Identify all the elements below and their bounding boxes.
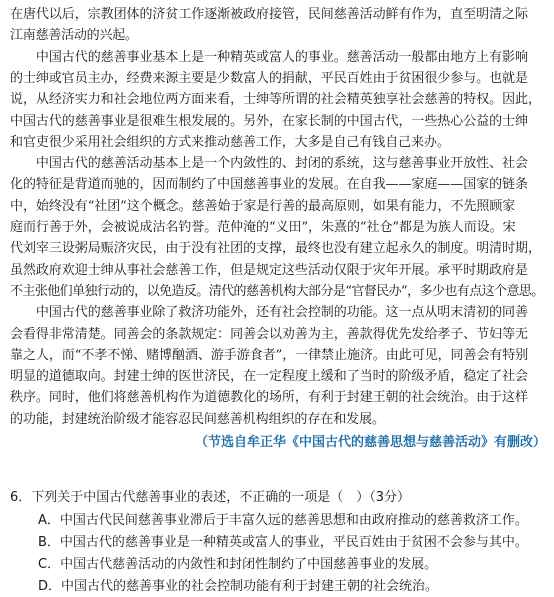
passage-line: 中国古代的慈善事业除了救济功能外，还有社会控制的功能。这一点从明末清初的同善 [10,305,528,321]
passage-line: 江南慈善活动的兴起。 [10,28,138,44]
passage-line: 中国古代的慈善事业基本上是一种精英或富人的事业。慈善活动一般都由地方上有影响 [10,49,528,65]
question-stem: 6．下列关于中国古代慈善事业的表述，不正确的一项是（ ）（3分） [10,490,411,505]
passage-line: 的功能，封建统治阶级才能容忍民间慈善机构组织的存在和发展。 [10,411,385,427]
passage-line: 中国古代的慈善事业是很难生根发展的。另外，在家长制的中国古代，一些热心公益的士绅 [10,113,528,129]
passage-line: 在唐代以后，宗教团体的济贫工作逐渐被政府接管，民间慈善活动鲜有作为，直至明清之际 [10,7,528,22]
passage-line: 靠之人，而“不孝不悌、赌博酗酒、游手游食者”，一律禁止施济。由此可见，同善会有特别 [10,347,529,363]
passage-line: 说，从经济实力和社会地位两方面来看，士绅等所谓的社会精英独享社会慈善的特权。因此， [10,92,541,108]
option-d[interactable]: D．中国古代的慈善事业的社会控制功能有利于封建王朝的社会统治。 [38,579,439,594]
option-b[interactable]: B．中国古代的慈善事业是一种精英或富人的事业，平民百姓由于贫困不会参与其中。 [38,535,528,550]
passage-line: 化的特征是背道而驰的，因而制约了中国慈善事业的发展。在自我——家庭——国家的链条 [10,177,528,193]
option-c[interactable]: C．中国古代慈善活动的内敛性和封闭性制约了中国慈善事业的发展。 [38,557,438,572]
passage-line: 中国古代的慈善活动基本上是一个内敛性的、封闭的系统，这与慈善事业开放性、社会 [10,156,528,172]
passage-line: 虽然政府欢迎士绅从事社会慈善工作，但是规定这些活动仅限于灾年开展。承平时期政府是 [10,262,528,278]
passage-line: 会看得非常清楚。同善会的条款规定：同善会以劝善为主，善款得优先发给孝子、节妇等无 [10,326,528,342]
source-citation: （节选自牟正华《中国古代的慈善思想与慈善活动》有删改） [194,435,546,450]
passage-line: 代刘宰三设粥局赈济灾民，由于没有社团的支撑，最终也没有建立起永久的制度。明清时期， [10,241,541,257]
passage-line: 庭而行善于外，会被说成沽名钓誉。范仲淹的“义田”，朱熹的“社仓”都是为族人而设。宋 [10,220,516,235]
option-a[interactable]: A．中国古代民间慈善事业滞后于丰富久远的慈善思想和由政府推动的慈善救济工作。 [38,513,528,528]
passage-line: 明显的道德取向。封建士绅的医世济民，在一定程度上缓和了当时的阶级矛盾，稳定了社会 [10,369,528,385]
passage-line: 中，始终没有“社团”这个概念。慈善始于家是行善的最高原则，如果有能力，不先照顾家 [10,198,516,214]
passage-line: 和官吏很少采用社会组织的方式来推动慈善工作，大多是自己有钱自己来办。 [10,134,450,150]
passage-line: 秩序。同时，他们将慈善机构作为道德教化的场所，有利于封建王朝的社会统治。由于这样 [10,390,528,406]
passage-line: 不主张他们单独行动的，以免造反。清代的慈善机构大部分是“官督民办”，多少也有点这个意思。 [10,283,544,299]
passage-line: 的士绅或官员主办，经费来源主要是少数富人的捐献，平民百姓由于贫困很少参与。也就是 [10,70,528,86]
